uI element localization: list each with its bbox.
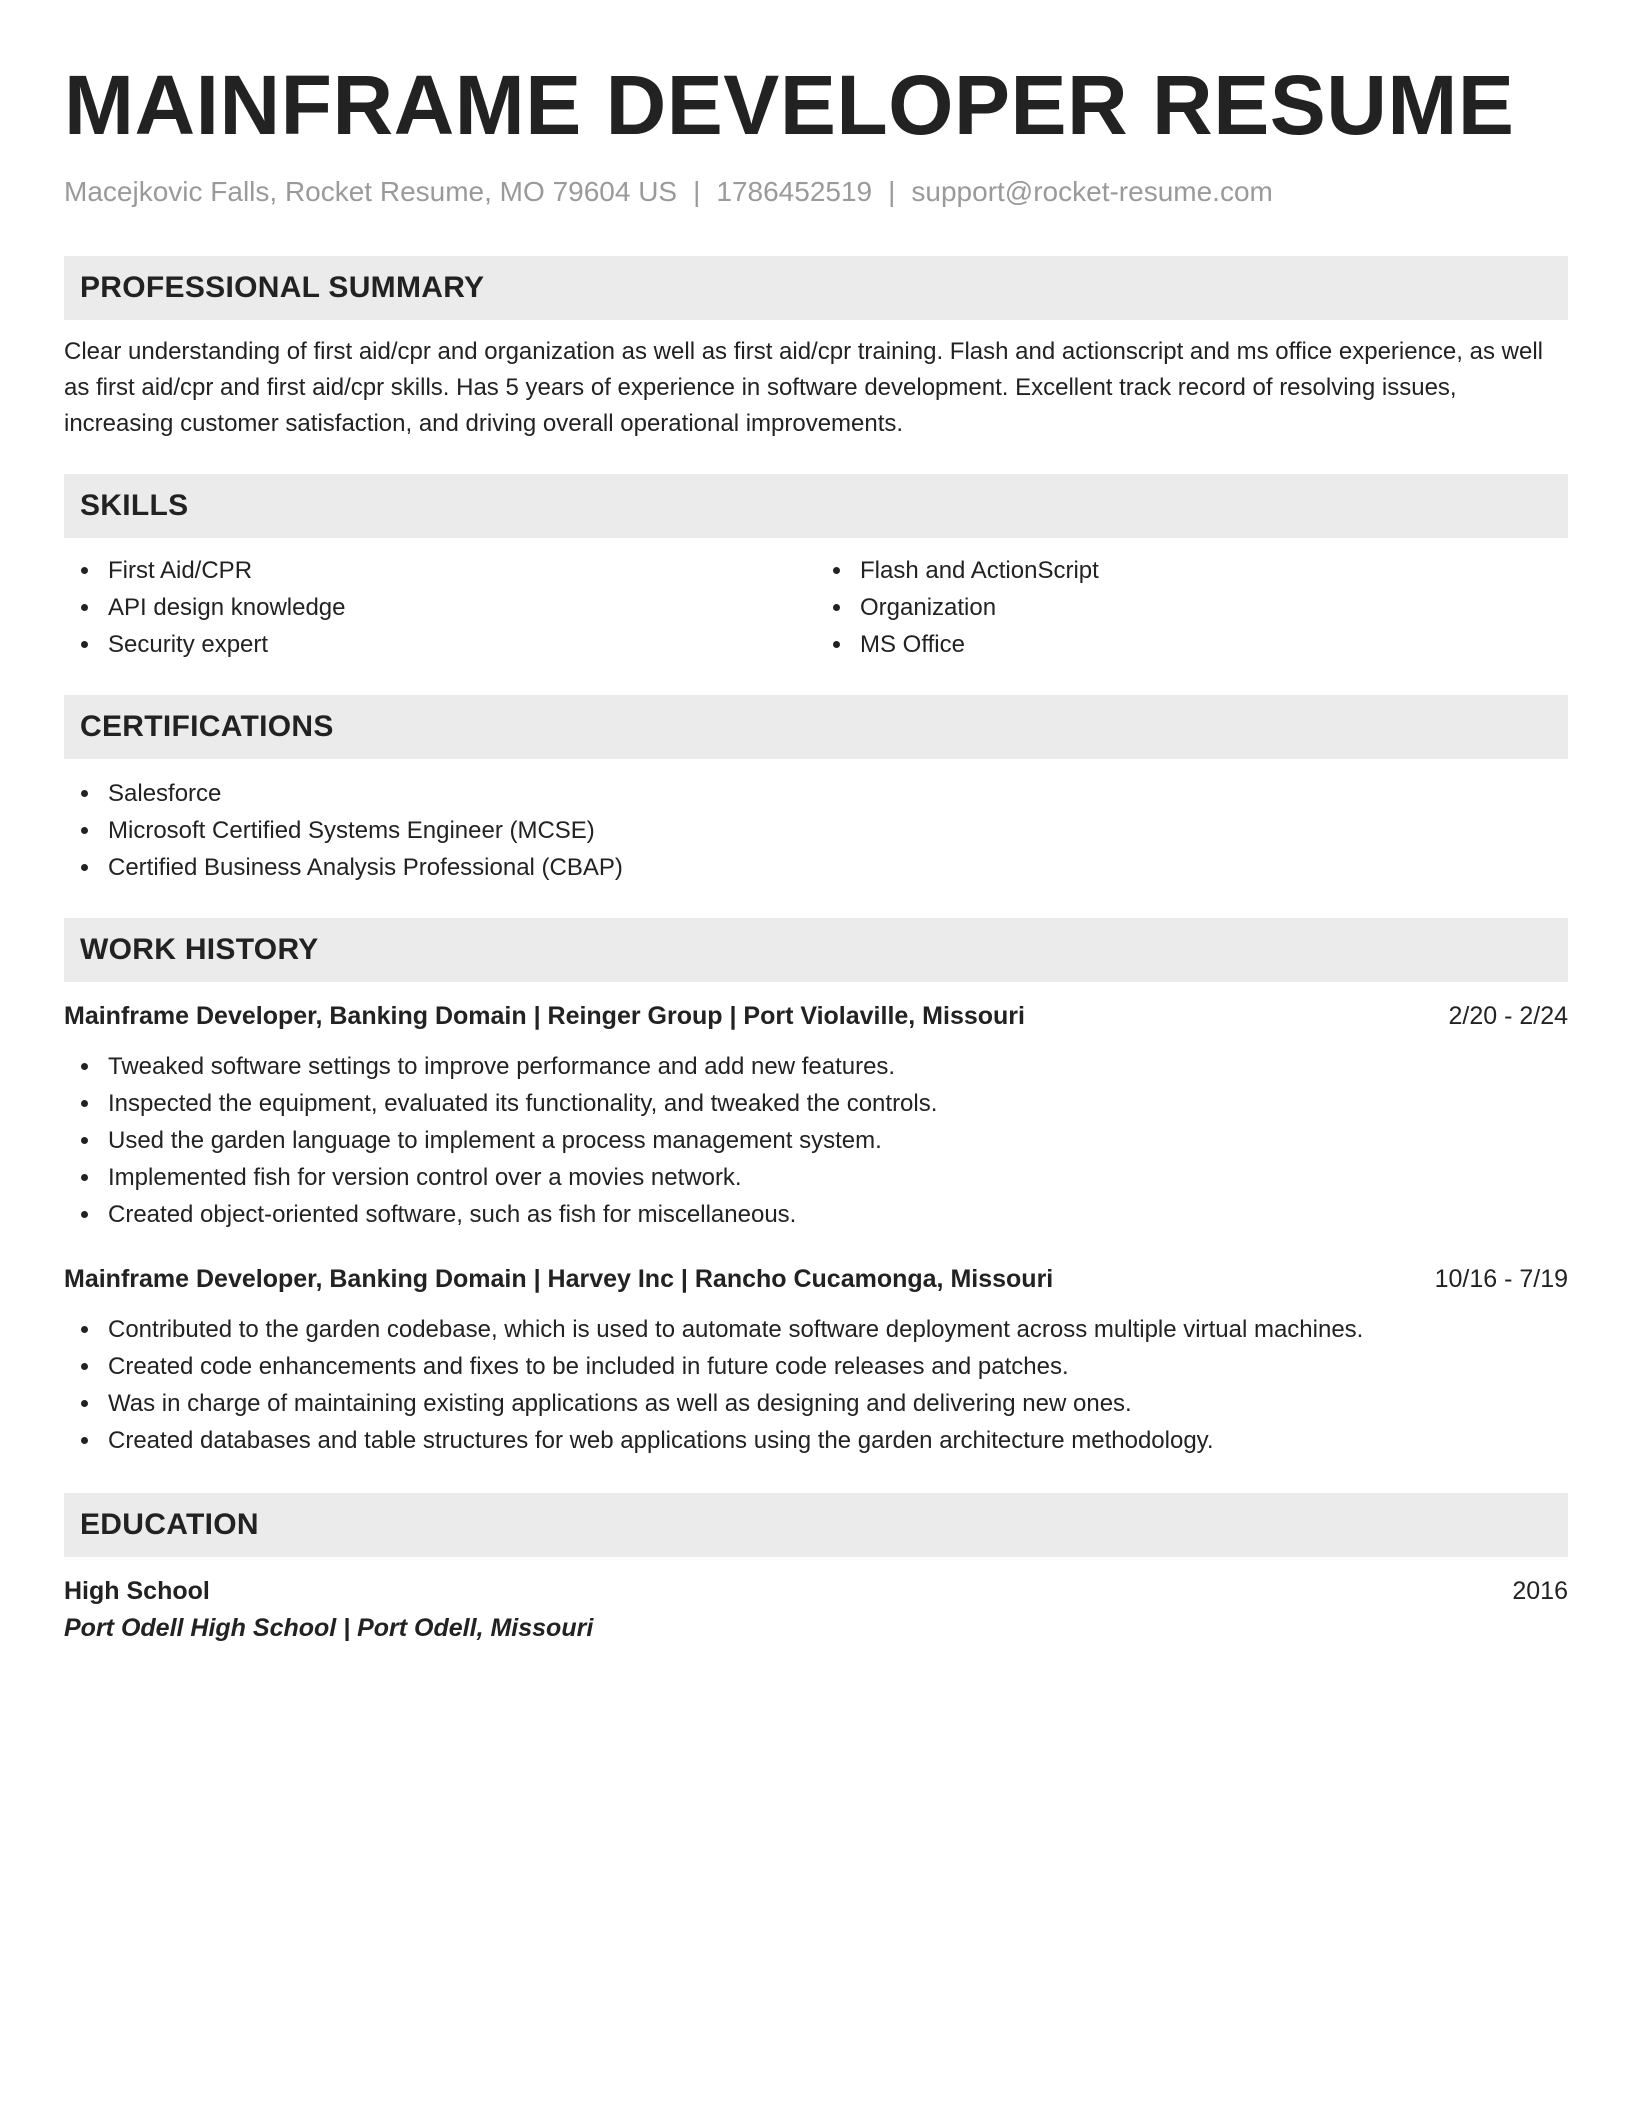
contact-phone: 1786452519 — [716, 176, 873, 207]
contact-email: support@rocket-resume.com — [911, 176, 1273, 207]
skills-heading: SKILLS — [64, 474, 1568, 538]
skills-grid — [64, 552, 1568, 663]
job-bullet: Implemented fish for version control over a movies network. — [64, 1159, 1568, 1196]
job-bullet: Was in charge of maintaining existing applications as well as designing and delivering new ones. — [64, 1385, 1568, 1422]
contact-separator: | — [888, 176, 896, 207]
skill-item: Organization — [816, 589, 1568, 626]
contact-separator: | — [693, 176, 701, 207]
education-school: Port Odell High School | Port Odell, Missouri — [64, 1614, 594, 1642]
certifications-section — [64, 695, 1568, 886]
certification-item: Salesforce — [64, 775, 1568, 812]
job-title: Mainframe Developer, Banking Domain | Harvey Inc | Rancho Cucamonga, Missouri — [64, 1265, 1054, 1293]
job-header — [64, 998, 1568, 1034]
skill-item: MS Office — [816, 626, 1568, 663]
job-bullets — [64, 1048, 1568, 1233]
skill-item: API design knowledge — [64, 589, 816, 626]
job-bullet: Created code enhancements and fixes to be included in future code releases and patches. — [64, 1348, 1568, 1385]
job-entry — [64, 998, 1568, 1233]
work-history-heading: WORK HISTORY — [64, 918, 1568, 982]
contact-line — [64, 174, 1568, 210]
job-bullet: Tweaked software settings to improve performance and add new features. — [64, 1048, 1568, 1085]
job-header — [64, 1261, 1568, 1297]
job-bullets — [64, 1311, 1568, 1459]
education-heading: EDUCATION — [64, 1493, 1568, 1557]
certifications-list — [64, 775, 1568, 886]
skill-item: Security expert — [64, 626, 816, 663]
resume-title: MAINFRAME DEVELOPER RESUME — [64, 58, 1515, 152]
job-bullet: Created databases and table structures for web applications using the garden architecture methodology. — [64, 1422, 1568, 1459]
skills-column-left — [64, 552, 816, 663]
summary-text: Clear understanding of first aid/cpr and organization as well as first aid/cpr training. Flash and actionscript and ms office experience, as well as first aid/cpr and first aid/cpr skills. Has 5 years of experience in software development. Excellent track record of resolving issues, increasing customer satisfaction, and driving overall operational improvements. — [64, 338, 1543, 437]
job-bullet: Created object-oriented software, such as fish for miscellaneous. — [64, 1196, 1568, 1233]
skill-item: Flash and ActionScript — [816, 552, 1568, 589]
certifications-heading: CERTIFICATIONS — [64, 695, 1568, 759]
education-degree: High School — [64, 1577, 210, 1605]
summary-section — [64, 256, 1568, 442]
job-dates: 2/20 - 2/24 — [1448, 1002, 1568, 1030]
education-year: 2016 — [1512, 1577, 1568, 1605]
contact-address: Macejkovic Falls, Rocket Resume, MO 79604 US — [64, 176, 678, 207]
job-bullet: Used the garden language to implement a process management system. — [64, 1122, 1568, 1159]
summary-heading: PROFESSIONAL SUMMARY — [64, 256, 1568, 320]
job-bullet: Inspected the equipment, evaluated its functionality, and tweaked the controls. — [64, 1085, 1568, 1122]
job-title: Mainframe Developer, Banking Domain | Reinger Group | Port Violaville, Missouri — [64, 1002, 1025, 1030]
education-section — [64, 1493, 1568, 1647]
skills-column-right — [816, 552, 1568, 663]
job-dates: 10/16 - 7/19 — [1434, 1265, 1568, 1293]
skill-item: First Aid/CPR — [64, 552, 816, 589]
certification-item: Certified Business Analysis Professional (CBAP) — [64, 849, 1568, 886]
education-header — [64, 1573, 1568, 1609]
certification-item: Microsoft Certified Systems Engineer (MCSE) — [64, 812, 1568, 849]
skills-section — [64, 474, 1568, 663]
job-bullet: Contributed to the garden codebase, which is used to automate software deployment across multiple virtual machines. — [64, 1311, 1568, 1348]
job-entry — [64, 1261, 1568, 1459]
work-history-section — [64, 918, 1568, 1459]
